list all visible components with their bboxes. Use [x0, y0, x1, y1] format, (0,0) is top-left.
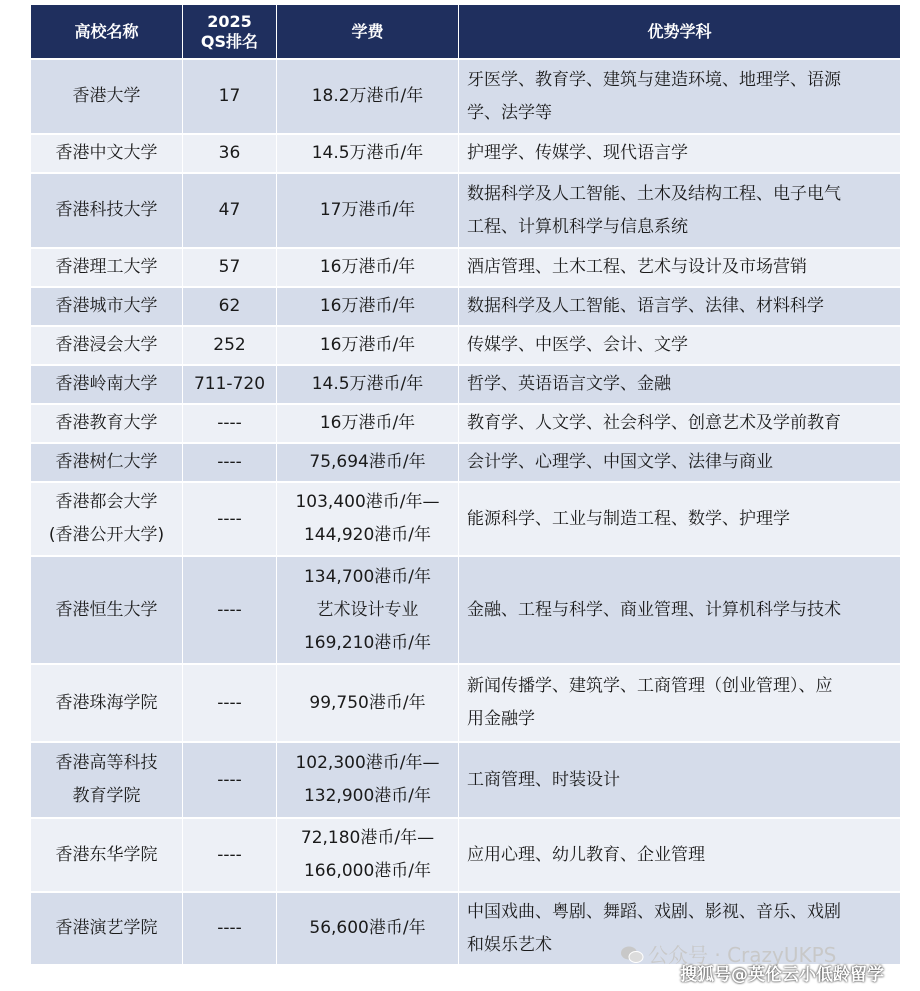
header-school: 高校名称: [31, 5, 183, 59]
cell-qs-rank: ----: [183, 404, 277, 443]
cell-fee: [277, 664, 459, 742]
cell-qs-rank: 57: [183, 248, 277, 287]
cell-school: [31, 556, 183, 664]
cell-school-line: 香港科技大学: [55, 200, 158, 220]
cell-school-line: 香港中文大学: [55, 143, 158, 163]
table-row: [31, 134, 901, 173]
cell-subjects: [459, 482, 901, 556]
cell-subjects: [459, 287, 901, 326]
cell-subjects: [459, 742, 901, 818]
cell-school: [31, 248, 183, 287]
cell-fee: [277, 556, 459, 664]
cell-subjects-line: 传媒学、中医学、会计、文学: [467, 335, 688, 355]
cell-fee: [277, 365, 459, 404]
cell-subjects: [459, 134, 901, 173]
cell-fee-line: 132,900港币/年: [303, 786, 432, 806]
cell-qs-rank: ----: [183, 742, 277, 818]
table-row: [31, 173, 901, 248]
wechat-icon: [620, 945, 644, 965]
cell-school: [31, 134, 183, 173]
cell-fee-line: 134,700港币/年: [303, 566, 432, 587]
cell-school: [31, 818, 183, 892]
cell-school: [31, 326, 183, 365]
cell-school-line: 香港珠海学院: [55, 692, 158, 713]
cell-subjects-line: 和娱乐艺术: [467, 934, 552, 955]
cell-subjects: [459, 556, 901, 664]
cell-fee: [277, 248, 459, 287]
cell-subjects-line: 工商管理、时装设计: [467, 769, 620, 790]
cell-qs-rank: 62: [183, 287, 277, 326]
cell-fee-line: 16万港币/年: [319, 413, 416, 433]
cell-fee-line: 144,920港币/年: [303, 525, 432, 545]
cell-subjects: [459, 404, 901, 443]
cell-subjects-line: 学、法学等: [467, 102, 552, 123]
table-header-row: [31, 5, 901, 59]
cell-fee-line: 16万港币/年: [319, 335, 416, 355]
cell-fee: [277, 443, 459, 482]
header-fee: 学费: [277, 5, 459, 59]
cell-school: [31, 742, 183, 818]
table-row: [31, 818, 901, 892]
cell-qs-rank: 17: [183, 59, 277, 134]
cell-subjects: [459, 59, 901, 134]
cell-fee: [277, 134, 459, 173]
cell-subjects-line: 护理学、传媒学、现代语言学: [467, 143, 688, 163]
cell-qs-rank: ----: [183, 443, 277, 482]
cell-subjects: [459, 173, 901, 248]
cell-subjects-line: 酒店管理、土木工程、艺术与设计及市场营销: [467, 257, 807, 277]
cell-subjects-line: 新闻传播学、建筑学、工商管理（创业管理）、应: [467, 676, 833, 696]
cell-qs-rank: 711-720: [183, 365, 277, 404]
cell-subjects-line: 用金融学: [467, 709, 535, 729]
cell-school-line: 香港岭南大学: [55, 374, 158, 394]
cell-school: [31, 482, 183, 556]
cell-school: [31, 664, 183, 742]
table-row: [31, 287, 901, 326]
cell-fee: [277, 59, 459, 134]
cell-subjects-line: 能源科学、工业与制造工程、数学、护理学: [467, 508, 790, 529]
cell-subjects-line: 教育学、人文学、社会科学、创意艺术及学前教育: [467, 413, 841, 433]
table-row: [31, 664, 901, 742]
cell-subjects: [459, 326, 901, 365]
cell-school: [31, 365, 183, 404]
cell-fee-line: 166,000港币/年: [303, 861, 432, 881]
cell-school: [31, 287, 183, 326]
cell-subjects-line: 数据科学及人工智能、土木及结构工程、电子电气: [467, 183, 841, 204]
table-row: [31, 248, 901, 287]
cell-school-line: 香港浸会大学: [55, 335, 158, 355]
cell-fee-line: 16万港币/年: [319, 296, 416, 316]
cell-qs-rank: 36: [183, 134, 277, 173]
table-row: [31, 326, 901, 365]
cell-subjects-line: 会计学、心理学、中国文学、法律与商业: [467, 452, 773, 472]
wechat-watermark-text: 公众号 · CrazyUKPS: [648, 943, 837, 967]
cell-qs-rank: ----: [183, 818, 277, 892]
cell-school-line: 香港演艺学院: [55, 918, 158, 938]
cell-qs-rank: ----: [183, 664, 277, 742]
cell-fee-line: 169,210港币/年: [303, 632, 432, 653]
header-qs-rank: [183, 5, 277, 59]
cell-school: [31, 404, 183, 443]
cell-qs-rank: ----: [183, 482, 277, 556]
cell-fee-line: 72,180港币/年—: [300, 828, 435, 848]
cell-fee-line: 103,400港币/年—: [295, 492, 440, 512]
cell-school-line: 香港恒生大学: [55, 599, 158, 620]
cell-fee-line: 17万港币/年: [319, 200, 416, 220]
cell-fee: [277, 482, 459, 556]
table-row: [31, 365, 901, 404]
cell-fee-line: 75,694港币/年: [309, 452, 426, 472]
header-subjects: 优势学科: [459, 5, 901, 59]
cell-fee-line: 14.5万港币/年: [311, 143, 424, 163]
cell-school-line: 香港理工大学: [55, 257, 158, 277]
cell-subjects: [459, 443, 901, 482]
cell-subjects-line: 工程、计算机科学与信息系统: [467, 216, 688, 237]
header-qs-year: 2025: [207, 11, 252, 31]
cell-fee: [277, 173, 459, 248]
cell-subjects-line: 应用心理、幼儿教育、企业管理: [467, 844, 705, 865]
cell-school-line: 香港城市大学: [55, 296, 158, 316]
cell-fee-line: 14.5万港币/年: [311, 374, 424, 394]
cell-fee-line: 102,300港币/年—: [295, 753, 440, 773]
cell-subjects: [459, 365, 901, 404]
cell-fee-line: 56,600港币/年: [309, 918, 426, 938]
cell-fee: [277, 742, 459, 818]
cell-subjects-line: 金融、工程与科学、商业管理、计算机科学与技术: [467, 599, 841, 620]
cell-school-line: 香港东华学院: [55, 844, 158, 865]
cell-subjects-line: 哲学、英语语言文学、金融: [467, 374, 671, 394]
cell-school: [31, 443, 183, 482]
cell-subjects: [459, 664, 901, 742]
cell-fee: [277, 404, 459, 443]
cell-school-line: 香港教育大学: [55, 413, 158, 433]
cell-fee-line: 艺术设计专业: [316, 599, 419, 620]
cell-fee-line: 99,750港币/年: [309, 692, 426, 713]
cell-qs-rank: 252: [183, 326, 277, 365]
cell-fee: [277, 818, 459, 892]
cell-qs-rank: 47: [183, 173, 277, 248]
cell-subjects: [459, 248, 901, 287]
cell-fee-line: 16万港币/年: [319, 257, 416, 277]
cell-school-line: 香港树仁大学: [55, 452, 158, 472]
cell-school-line: 香港都会大学: [55, 492, 158, 512]
table-row: [31, 556, 901, 664]
cell-fee: [277, 326, 459, 365]
cell-school: [31, 59, 183, 134]
cell-school-line: 教育学院: [72, 786, 141, 806]
cell-school: [31, 892, 183, 964]
sohu-watermark: 搜狐号@英伦云小低龄留学: [680, 965, 884, 985]
table-row: [31, 482, 901, 556]
cell-qs-rank: ----: [183, 556, 277, 664]
cell-fee: [277, 892, 459, 964]
cell-school-line: (香港公开大学): [48, 525, 165, 545]
cell-fee: [277, 287, 459, 326]
table-row: [31, 404, 901, 443]
cell-subjects-line: 牙医学、教育学、建筑与建造环境、地理学、语源: [467, 69, 841, 90]
cell-subjects-line: 数据科学及人工智能、语言学、法律、材料科学: [467, 296, 824, 316]
table-row: [31, 742, 901, 818]
university-table: [30, 5, 901, 964]
cell-school: [31, 173, 183, 248]
table-row: [31, 443, 901, 482]
cell-qs-rank: ----: [183, 892, 277, 964]
cell-school-line: 香港高等科技: [55, 753, 158, 773]
header-qs-label: QS排名: [200, 31, 259, 51]
cell-fee-line: 18.2万港币/年: [311, 86, 424, 106]
cell-school-line: 香港大学: [72, 86, 141, 106]
cell-subjects-line: 中国戏曲、粤剧、舞蹈、戏剧、影视、音乐、戏剧: [467, 901, 841, 922]
table-row: [31, 59, 901, 134]
cell-subjects: [459, 818, 901, 892]
